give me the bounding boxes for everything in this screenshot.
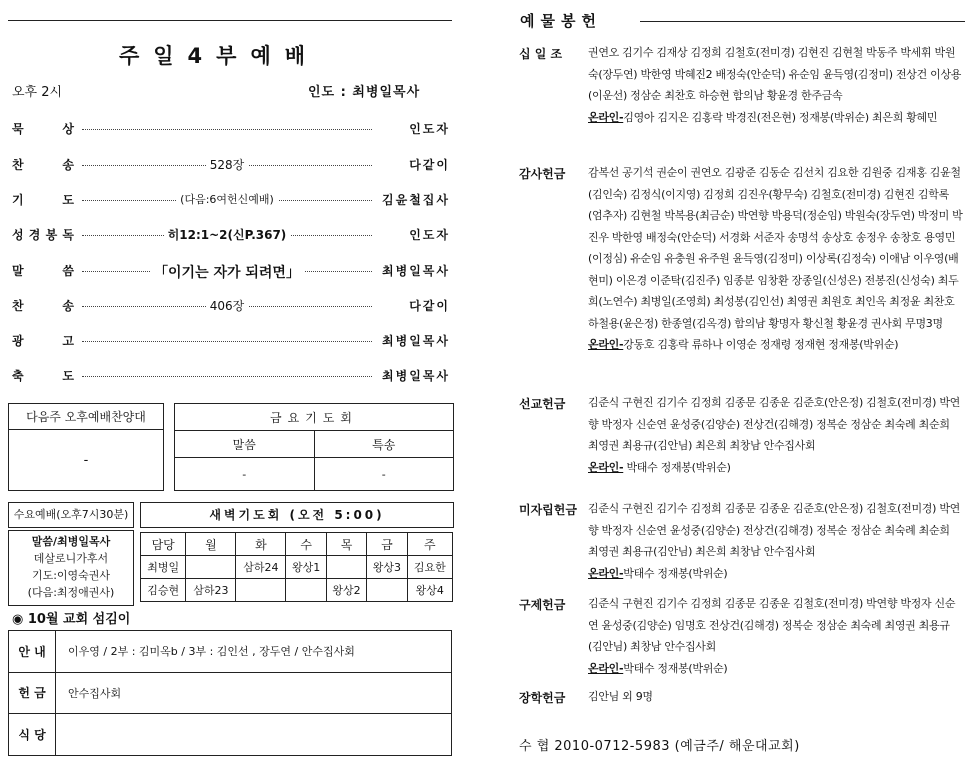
order-label (12, 226, 74, 243)
server-row (9, 672, 452, 714)
offering-names (588, 686, 963, 708)
service-leader: 인도 : 최병일목사 (308, 85, 421, 100)
order-row (12, 156, 452, 176)
dawn-col-header: 월 (186, 533, 236, 556)
wednesday-header: 수요예배(오후7시30분) (8, 502, 134, 528)
dawn-cell (286, 579, 326, 602)
offering-names (588, 42, 963, 128)
service-time: 오후 2시 (12, 85, 63, 100)
deposit-account: 수 협 2010-0712-5983 (예금주/ 해운대교회) (519, 739, 800, 754)
dawn-cell: 왕상3 (367, 556, 407, 579)
order-person: 인도자 (409, 228, 450, 242)
order-person: 다같이 (409, 158, 450, 172)
server-value: 이우영 / 2부 : 김미옥b / 3부 : 김인선 , 장두연 / 안수집사회 (56, 631, 452, 673)
top-rule (8, 20, 452, 21)
dawn-cell: 김승현 (141, 579, 186, 602)
online-label: 온라인- (588, 566, 624, 580)
order-label-char: 도 (62, 369, 74, 383)
server-label: 식 당 (9, 714, 56, 756)
order-label (12, 191, 74, 208)
leader-dots (82, 129, 372, 130)
order-detail-text: (다음:6여헌신예배) (176, 193, 278, 206)
online-line (588, 658, 963, 680)
offering-label: 미자립헌금 (519, 503, 577, 517)
online-line (588, 334, 963, 356)
dawn-row (141, 556, 453, 579)
friday-header: 금요기도회 (175, 404, 454, 431)
order-label-char: 상 (62, 122, 74, 136)
offering-donors: 김준식 구현진 김기수 김정희 김종문 김종운 김준호(안은정) 김철호(전미경) 박연향 박정자 신순연 윤성중(김양순) 전상건(김해경) 정복순 정삼순 최숙례 최순희 최영권 최용규(김안님) 최은희 최창남 안수집사회 (588, 396, 960, 452)
order-label-char: 송 (62, 299, 74, 313)
dawn-cell (367, 579, 407, 602)
order-row (12, 191, 452, 211)
dawn-col-header: 금 (367, 533, 407, 556)
dawn-table (140, 532, 453, 602)
order-detail (82, 262, 372, 282)
online-label: 온라인- (588, 110, 624, 124)
online-line (588, 107, 963, 129)
online-donors: 박태수 정재봉(박위순) (623, 460, 731, 474)
order-label-char: 송 (62, 158, 74, 172)
offering-donors: 김준식 구현진 김기수 김정희 김종문 김종운 김준호(안은정) 김철호(전미경) 박연향 박정자 신순연 윤성중(김양순) 전상건(김해경) 정복순 정삼순 최숙례 최순희 최영권 최용규(김안님) 최은희 최창남 안수집사회 (588, 502, 960, 558)
order-label-char: 씀 (62, 264, 74, 278)
dawn-cell: 김요한 (407, 556, 452, 579)
dawn-cell: 최병일 (141, 556, 186, 579)
order-detail-text: 406장 (206, 299, 249, 313)
server-label: 안 내 (9, 631, 56, 673)
order-detail-text: 히12:1~2(신P.367) (164, 228, 291, 242)
server-row (9, 714, 452, 756)
offering-label: 십 일 조 (519, 47, 563, 61)
dawn-cell (326, 556, 366, 579)
dawn-col-header: 화 (236, 533, 286, 556)
order-row (12, 120, 452, 140)
online-label: 온라인- (588, 338, 624, 351)
dawn-header: 새벽기도회 (오전 5:00) (140, 502, 454, 528)
order-label-char: 찬 (12, 299, 24, 313)
choir-header: 다음주 오후예배찬양대 (9, 404, 164, 430)
order-detail-text: 528장 (206, 158, 249, 172)
order-detail (82, 297, 372, 314)
order-label (12, 297, 74, 314)
offering-donors: 김준식 구현진 김기수 김정희 김종문 김종운 김철호(전미경) 박연향 박정자 신순연 윤성중(김양순) 임명호 전상건(김해경) 정복순 정삼순 최숙례 최영권 최용규(김안님) 최창남 안수집사회 (588, 597, 956, 653)
offering-rule (640, 21, 965, 22)
offering-label: 구제헌금 (519, 598, 566, 612)
dawn-cell: 왕상2 (326, 579, 366, 602)
servers-table (8, 630, 452, 756)
online-line (588, 457, 963, 479)
order-label-char: 경 (28, 228, 41, 242)
online-label: 온라인- (588, 460, 624, 474)
offering-donors: 김안님 외 9명 (588, 690, 653, 703)
order-label-char: 기 (12, 193, 24, 207)
server-label: 헌 금 (9, 672, 56, 714)
online-donors: 박태수 정재봉(박위순) (623, 661, 728, 675)
order-label-char: 축 (12, 369, 24, 383)
order-row (12, 226, 452, 246)
order-label-char: 고 (62, 334, 74, 348)
wednesday-box (8, 530, 134, 606)
offering-names (588, 392, 963, 478)
online-line (588, 563, 963, 585)
offering-donors: 감복선 공기석 권순이 권연오 김광준 김동순 김선치 김요한 김원중 김재홍 김윤철(김인숙) 김정식(이지영) 김정희 김진우(황무숙) 김철호(전미경) 김현진 김학록(엄추자) 김현철 박복용(최금순) 박연향 박용덕(정순임) 박원숙(장두연) 박정미 박진우 박한영 배정숙(안순덕) 서경화 서준자 송명석 송상호 송정우 송창호 용영민(이정심) 유순임 유충원 유주원 윤득영(김정미) 이상록(김정숙) 이애남 이우영(배현미) 이은경 이준탁(김진주) 임종분 임창환 장종일(신성은) 전봉진(신성숙) 최두희(노연수) 최병일(조영희) 최성봉(김인선) 최영권 최원호 최인옥 최정윤 최찬호 하철용(윤은정) 한종열(김옥경) 함의남 황명자 황신철 황윤경 권사회 무명3명 (588, 166, 963, 330)
order-label-char: 광 (12, 334, 24, 348)
order-detail-text: 「이기는 자가 되려면」 (150, 265, 304, 281)
order-label (12, 332, 74, 349)
choir-box (8, 403, 164, 491)
order-row (12, 262, 452, 282)
offering-names (588, 498, 963, 584)
order-label-char: 말 (12, 264, 24, 278)
dawn-cell: 왕상4 (407, 579, 452, 602)
offering-names (588, 593, 963, 679)
order-person: 최병일목사 (382, 369, 450, 383)
wednesday-line: 기도:이영숙권사 (31, 569, 111, 582)
friday-prayer-box (174, 403, 454, 491)
dawn-cell (186, 556, 236, 579)
server-value: 안수집사회 (56, 672, 452, 714)
order-person: 최병일목사 (382, 334, 450, 348)
order-row (12, 332, 452, 352)
order-label-char: 도 (62, 193, 74, 207)
wednesday-line: 데살로니가후서 (33, 552, 109, 565)
dawn-col-header: 담당 (141, 533, 186, 556)
order-label (12, 156, 74, 173)
order-person: 김윤철집사 (382, 193, 450, 207)
dawn-col-header: 주 (407, 533, 452, 556)
server-row (9, 631, 452, 673)
dawn-col-header: 목 (326, 533, 366, 556)
server-value (56, 714, 452, 756)
order-label-char: 묵 (12, 122, 24, 136)
order-label-char: 독 (62, 228, 74, 242)
choir-value: - (9, 430, 164, 491)
offering-label: 장학헌금 (519, 691, 566, 705)
servers-title: ◉ 10월 교회 섬김이 (12, 612, 131, 627)
order-person: 다같이 (409, 299, 450, 313)
wednesday-line: 말씀/최병일목사 (31, 535, 111, 548)
online-donors: 김영아 김지은 김홍락 박경진(전은현) 정재봉(박위순) 최은희 황혜민 (623, 110, 938, 124)
order-detail (82, 156, 372, 173)
friday-col-sermon: 말씀 (175, 431, 315, 458)
service-title: 주일4부예배 (118, 44, 320, 68)
leader-dots (82, 376, 372, 377)
offering-label: 감사헌금 (519, 167, 566, 181)
order-row (12, 297, 452, 317)
friday-val-sermon: - (175, 458, 315, 491)
dawn-cell: 왕상1 (286, 556, 326, 579)
dawn-col-header: 수 (286, 533, 326, 556)
online-label: 온라인- (588, 661, 624, 675)
offering-label: 선교헌금 (519, 397, 566, 411)
offering-title: 예물봉헌 (520, 12, 602, 30)
order-detail (82, 191, 372, 207)
order-detail (82, 226, 372, 243)
dawn-cell (236, 579, 286, 602)
online-donors: 박태수 정재봉(박위순) (623, 566, 728, 580)
dawn-row (141, 579, 453, 602)
order-label-char: 봉 (45, 228, 58, 242)
wednesday-line: (다음:최정애권사) (27, 586, 115, 599)
dawn-cell: 삼하23 (186, 579, 236, 602)
order-label (12, 120, 74, 137)
order-row (12, 367, 452, 387)
order-person: 최병일목사 (382, 264, 450, 278)
order-label-char: 찬 (12, 158, 24, 172)
order-person: 인도자 (409, 122, 450, 136)
leader-dots (82, 341, 372, 342)
friday-col-special: 특송 (314, 431, 454, 458)
offering-names (588, 162, 963, 356)
offering-donors: 권연오 김기수 김재상 김정희 김철호(전미경) 김현진 김현철 박동주 박세휘 박원숙(장두연) 박한영 박혜진2 배정숙(안순덕) 유순임 윤득영(김정미) 전상건 이상용(이운선) 정삼순 최찬호 하승현 함의남 황윤경 한주금속 (588, 46, 962, 102)
online-donors: 강동호 김홍락 류하나 이영순 정재령 정재현 정재봉(박위순) (623, 338, 899, 351)
friday-val-special: - (314, 458, 454, 491)
dawn-cell: 삼하24 (236, 556, 286, 579)
order-label-char: 성 (12, 228, 24, 242)
order-label (12, 262, 74, 279)
order-label (12, 367, 74, 384)
